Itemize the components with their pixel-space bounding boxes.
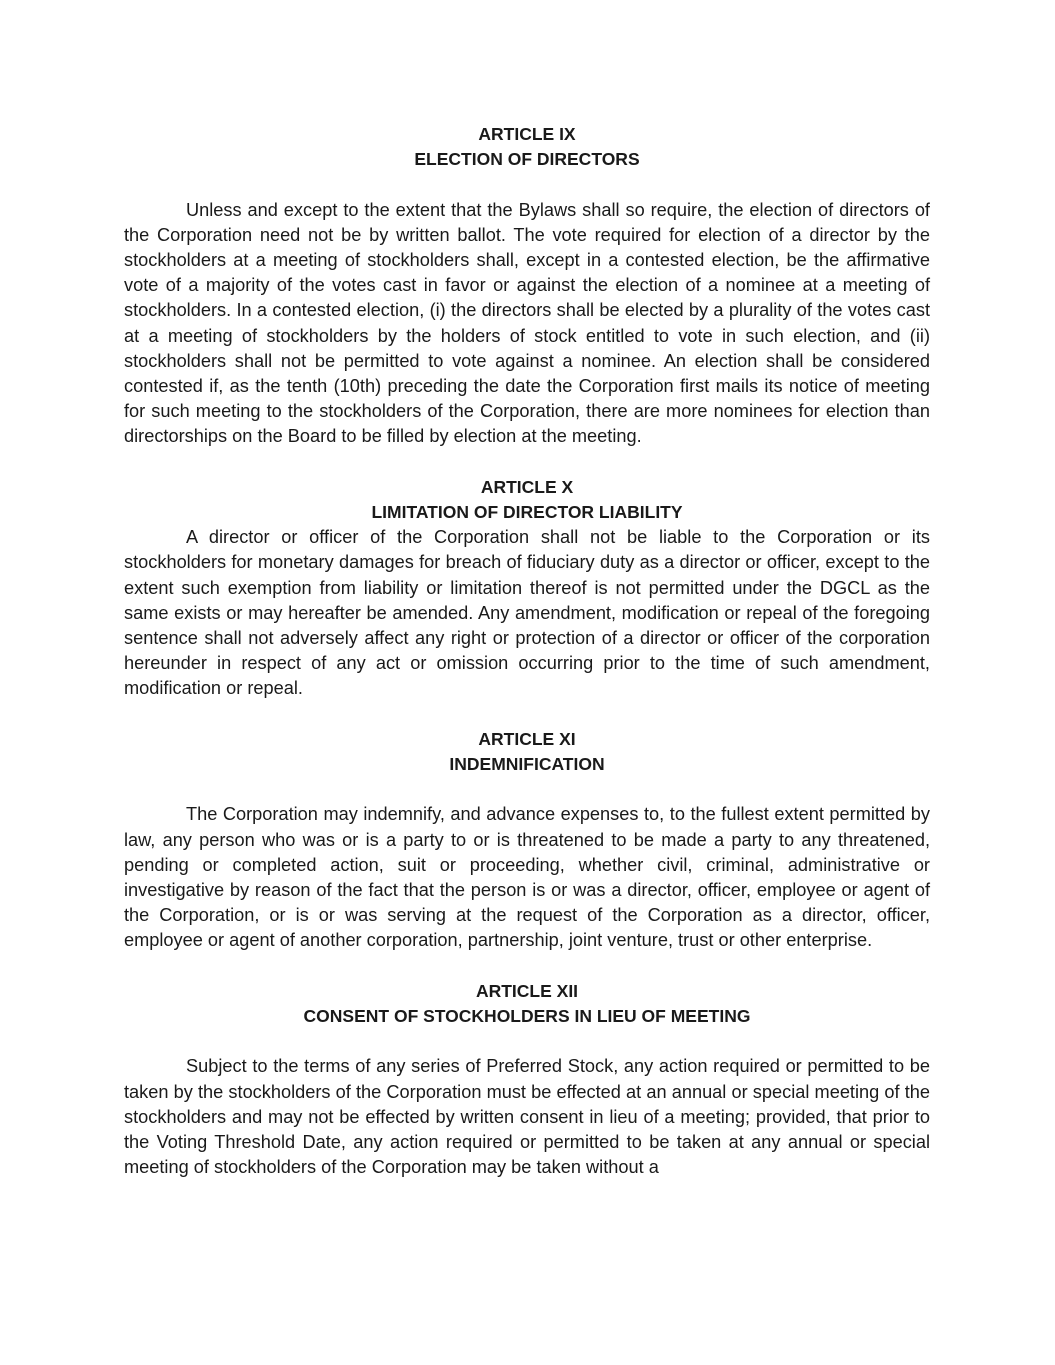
spacer [124, 172, 930, 197]
article-ix-body: Unless and except to the extent that the Bylaws shall so require, the election of directors of the Corporation need not be by written ballot. The vote required for election of a director by the stockholders at a meeting of stockholders shall, except in a contested election, be the affirmative vote of a majority of the votes cast in favor or against the election of a nominee at a meeting of stockholders. In a contested election, (i) the directors shall be elected by a plurality of the votes cast at a meeting of stockholders by the holders of stock entitled to vote in such election, and (ii) stockholders shall not be permitted to vote against a nominee. An election shall be considered contested if, as the tenth (10th) preceding the date the Corporation first mails its notice of meeting for such meeting to the stockholders of the Corporation, there are more nominees for election than directorships on the Board to be filled by election at the meeting. [124, 199, 930, 447]
article-xi [124, 727, 930, 954]
article-xii-number: ARTICLE XII [475, 980, 579, 1001]
article-xii-body: Subject to the terms of any series of Preferred Stock, any action required or permitted to be taken by the stockholders of the Corporation must be effected at an annual or special meeting of the stockholders and may not be effected by written consent in lieu of a meeting; provided, that prior to the Voting Threshold Date, any action required or permitted to be taken at any annual or special meeting of stockholders of the Corporation may be taken without a [124, 1056, 930, 1178]
spacer [124, 702, 930, 727]
article-ix-title: ELECTION OF DIRECTORS [414, 149, 640, 170]
article-xi-body: The Corporation may indemnify, and advance expenses to, to the fullest extent permitted by law, any person who was or is a party to or is threatened to be made a party to any threatened, pending or completed action, suit or proceeding, whether civil, criminal, administrative or investigative by reason of the fact that the person is or was a director, officer, employee or agent of the Corporation, or is or was serving at the request of the Corporation as a director, officer, employee or agent of another corporation, partnership, joint venture, trust or other enterprise. [124, 804, 930, 951]
article-x [124, 475, 930, 702]
article-xi-number: ARTICLE XI [478, 728, 576, 749]
spacer [124, 954, 930, 979]
spacer [124, 777, 930, 802]
article-xii-title: CONSENT OF STOCKHOLDERS IN LIEU OF MEETING [303, 1006, 751, 1027]
spacer [124, 450, 930, 475]
document-page [124, 122, 930, 1180]
spacer [124, 1029, 930, 1054]
article-ix [124, 122, 930, 450]
article-x-number: ARTICLE X [480, 476, 574, 497]
article-ix-number: ARTICLE IX [478, 124, 576, 144]
article-xi-title: INDEMNIFICATION [449, 754, 605, 775]
article-xii [124, 979, 930, 1181]
article-x-body: A director or officer of the Corporation shall not be liable to the Corporation or its stockholders for monetary damages for breach of fiduciary duty as a director or officer, except to the extent such exemption from liability or limitation thereof is not permitted under the DGCL as the same exists or may hereafter be amended. Any amendment, modification or repeal of the foregoing sentence shall not adversely affect any right or protection of a director or officer of the corporation hereunder in respect of any act or omission occurring prior to the time of such amendment, modification or repeal. [124, 527, 930, 699]
article-x-title: LIMITATION OF DIRECTOR LIABILITY [371, 502, 683, 523]
